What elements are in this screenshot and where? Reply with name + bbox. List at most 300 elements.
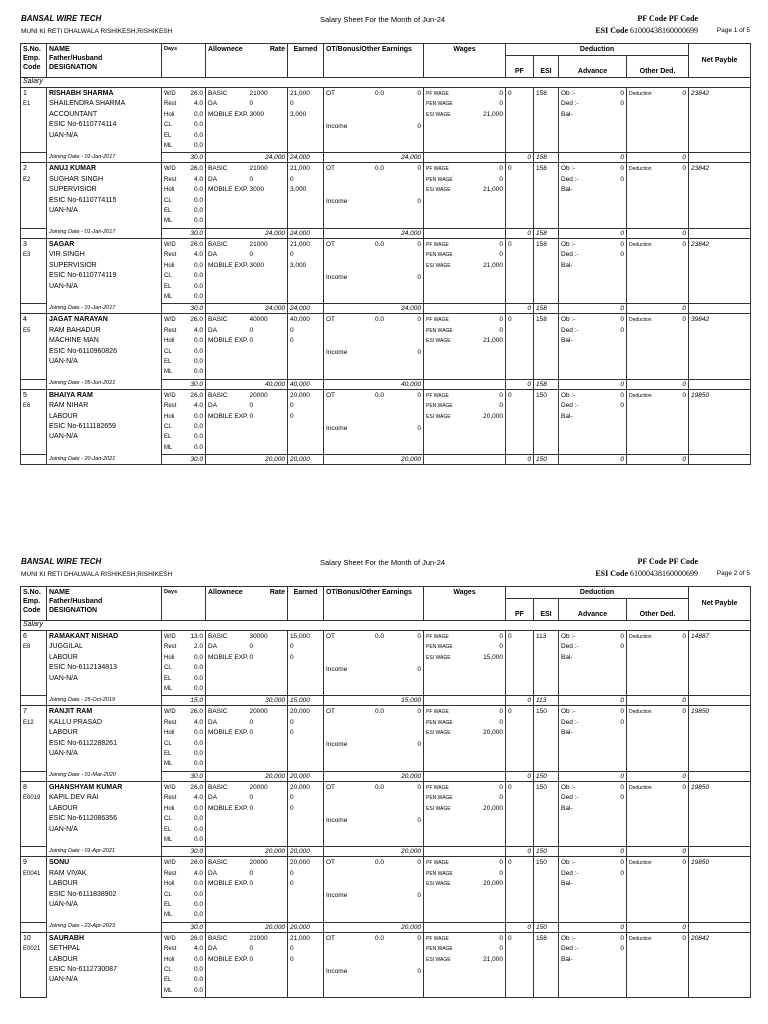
serial-number: 5 — [23, 391, 27, 399]
father-name: KALLU PRASAD — [49, 718, 102, 726]
ot-cell — [324, 706, 424, 771]
earned-value: 21,000 — [290, 240, 310, 248]
wage-value: 0 — [499, 165, 503, 173]
pf-value: 0 — [508, 934, 512, 942]
employee-code: E0041 — [23, 870, 41, 877]
uan-number: UAN-N/A — [49, 976, 78, 984]
days-cell — [162, 163, 206, 228]
earned-value: 0 — [290, 955, 294, 963]
uan-number: UAN-N/A — [49, 282, 78, 290]
bal-label: Bal- — [561, 804, 573, 812]
day-type-label: Rest — [164, 101, 177, 108]
wage-type-label: PF WAGE — [426, 634, 449, 640]
wage-type-label: PF WAGE — [426, 317, 449, 324]
wage-type-label: PEN WAGE — [426, 795, 453, 802]
ob-value: 0 — [620, 391, 624, 399]
section-row — [21, 78, 751, 88]
earned-cell — [288, 781, 324, 846]
ot-amount: 0 — [417, 859, 421, 867]
earned-value: 0 — [290, 412, 294, 420]
total-pf: 0 — [527, 772, 531, 780]
total-advance: 0 — [620, 154, 624, 162]
deduction-label: Deduction — [629, 166, 652, 173]
day-row — [164, 141, 203, 151]
allowance-row — [208, 632, 246, 642]
total-other-ded: 0 — [682, 456, 687, 464]
esi-cell — [534, 238, 559, 303]
esi-code-value: 61000438160000699 — [630, 569, 698, 578]
rate-cell — [248, 88, 288, 153]
wage-type-label: ESI WAGE — [426, 654, 451, 661]
wage-type-label: PEN WAGE — [426, 252, 453, 259]
income-label: Income — [326, 198, 348, 206]
day-type-label: ML — [164, 218, 173, 225]
employee-row — [21, 389, 751, 454]
day-row — [164, 89, 203, 99]
ot-cell — [324, 88, 424, 153]
net-payable-value: 39842 — [691, 316, 710, 324]
wage-row — [426, 632, 503, 642]
total-ot: 20,000 — [401, 456, 421, 464]
bal-label: Bal- — [561, 653, 573, 661]
other-ded-value: 0 — [682, 316, 687, 324]
esi-value: 113 — [536, 633, 547, 640]
allowance-label: BASIC — [208, 633, 228, 640]
other-ded-cell — [627, 857, 689, 922]
ob-label: Ob :- — [561, 633, 576, 640]
wage-row — [426, 164, 503, 174]
wages-cell — [424, 389, 506, 454]
rate-value: 0 — [249, 955, 254, 963]
net-payable-cell — [689, 314, 751, 379]
day-value: 0.0 — [193, 337, 203, 345]
day-row — [164, 315, 203, 325]
day-value: 2.0 — [193, 643, 203, 651]
day-type-label: EL — [164, 751, 172, 758]
ob-value: 0 — [620, 859, 624, 867]
ot-label: OT — [326, 708, 336, 716]
day-type-label: Holi — [164, 413, 175, 420]
rate-cell — [248, 163, 288, 228]
allowance-label: DA — [208, 251, 218, 259]
day-type-label: W/D — [164, 784, 176, 791]
allowance-row — [208, 879, 249, 889]
pf-value: 0 — [508, 859, 512, 867]
allowance-label: MOBILE EXP. — [208, 186, 249, 194]
wage-type-label: PF WAGE — [426, 935, 449, 942]
rate-value: 0 — [249, 869, 254, 877]
advance-cell — [559, 238, 627, 303]
day-value: 0.0 — [193, 121, 203, 129]
allowance-row — [208, 804, 249, 814]
other-ded-value: 0 — [682, 859, 687, 867]
esic-number: ESIC No-6110774114 — [49, 121, 117, 129]
pf-value: 0 — [508, 633, 512, 640]
total-esi: 150 — [536, 456, 547, 464]
total-rate: 20,000 — [265, 923, 285, 931]
day-value: 26.0 — [190, 708, 203, 716]
pf-cell — [506, 857, 534, 922]
esic-number: ESIC No-6110774119 — [49, 272, 117, 280]
esi-value: 158 — [536, 934, 547, 942]
employee-name: SAURABH — [49, 934, 84, 942]
day-value: 0.0 — [193, 347, 203, 355]
day-value: 0.0 — [193, 131, 203, 139]
uan-number: UAN-N/A — [49, 825, 78, 833]
day-row — [164, 934, 203, 944]
day-row — [164, 986, 203, 996]
total-other-ded: 0 — [682, 305, 687, 313]
net-payable-value: 20842 — [691, 934, 710, 942]
day-row — [164, 910, 203, 920]
total-ot: 24,000 — [401, 305, 421, 313]
joining-date: Joining Date - 20-Jan-2021 — [49, 455, 116, 462]
allowance-row — [208, 336, 249, 346]
wage-type-label: PEN WAGE — [426, 644, 453, 651]
days-cell — [162, 88, 206, 153]
earned-value: 0 — [290, 402, 294, 410]
pf-cell — [506, 631, 534, 696]
day-row — [164, 642, 203, 652]
other-ded-cell — [627, 631, 689, 696]
ded-label: Ded :- — [561, 869, 579, 877]
ob-value: 0 — [620, 90, 624, 97]
allowance-row — [208, 412, 249, 422]
day-value: 26.0 — [190, 934, 203, 942]
ded-value: 0 — [620, 945, 624, 953]
total-advance: 0 — [620, 229, 624, 237]
allowance-cell — [206, 238, 248, 303]
ob-label: Ob :- — [561, 391, 576, 399]
esic-number: ESIC No-6110960826 — [49, 347, 117, 355]
wage-type-label: PEN WAGE — [426, 101, 453, 108]
father-name: SUGHAR SINGH — [49, 175, 104, 183]
deduction-label: Deduction — [629, 392, 652, 399]
wage-type-label: PEN WAGE — [426, 946, 453, 953]
wage-row — [426, 728, 503, 738]
uan-number: UAN-N/A — [49, 357, 78, 365]
allowance-row — [208, 858, 246, 868]
allowance-label: BASIC — [208, 934, 228, 942]
employee-name: JAGAT NARAYAN — [49, 316, 108, 324]
ot-amount: 0 — [417, 708, 421, 716]
rate-cell — [248, 314, 288, 379]
ob-value: 0 — [620, 934, 624, 942]
uan-number: UAN-N/A — [49, 207, 78, 215]
income-value: 0 — [417, 349, 421, 357]
rate-value: 0 — [249, 718, 254, 726]
wage-value: 0 — [499, 869, 503, 877]
uan-number: UAN-N/A — [49, 433, 78, 441]
rate-value: 40000 — [249, 316, 268, 324]
sheet-header — [20, 553, 750, 586]
total-other-ded: 0 — [682, 154, 687, 162]
advance-cell — [559, 706, 627, 771]
day-value: 0.0 — [193, 729, 203, 737]
allowance-label: MOBILE EXP. — [208, 880, 249, 888]
ob-label: Ob :- — [561, 708, 576, 716]
day-row — [164, 890, 203, 900]
wage-row — [426, 401, 503, 411]
day-type-label: CL — [164, 273, 172, 280]
day-value: 0.0 — [193, 422, 203, 430]
total-rate: 30,000 — [265, 697, 285, 705]
allowance-row — [208, 653, 249, 663]
rate-cell — [248, 631, 288, 696]
wage-value: 21,000 — [483, 110, 503, 118]
total-advance: 0 — [620, 923, 624, 931]
day-row — [164, 336, 203, 346]
ded-label: Ded :- — [561, 945, 579, 953]
wages-cell — [424, 314, 506, 379]
designation: LABOUR — [49, 412, 78, 420]
net-payable-cell — [689, 781, 751, 846]
allowance-label: MOBILE EXP. — [208, 110, 249, 118]
day-type-label: Holi — [164, 654, 175, 661]
days-cell — [162, 932, 206, 997]
total-rate: 24,000 — [265, 229, 285, 237]
ded-value: 0 — [620, 643, 624, 651]
day-value: 0.0 — [193, 685, 203, 693]
day-row — [164, 164, 203, 174]
col-emp: Emp. — [23, 598, 41, 605]
day-type-label: Rest — [164, 946, 177, 953]
employee-name: RANJIT RAM — [49, 708, 93, 716]
ot-amount: 0 — [417, 90, 421, 97]
allowance-label: DA — [208, 402, 218, 410]
employee-code: E0019 — [23, 795, 41, 802]
earned-value: 15,000 — [290, 633, 310, 640]
earned-value: 0 — [290, 653, 294, 661]
ded-value: 0 — [620, 869, 624, 877]
earned-value: 40,000 — [290, 316, 310, 324]
total-earned: 24,000 — [290, 154, 310, 162]
esi-code — [595, 569, 698, 578]
days-cell — [162, 857, 206, 922]
ot-cell — [324, 314, 424, 379]
earned-cell — [288, 932, 324, 997]
wage-row — [426, 869, 503, 879]
day-row — [164, 965, 203, 975]
ded-value: 0 — [620, 718, 624, 726]
net-payable-value: 19850 — [691, 391, 710, 399]
day-type-label: W/D — [164, 317, 176, 324]
rate-value: 0 — [249, 804, 254, 812]
allowance-row — [208, 793, 246, 803]
total-ot: 40,000 — [401, 380, 421, 388]
esi-value: 150 — [536, 391, 547, 399]
earned-cell — [288, 163, 324, 228]
wage-type-label: PEN WAGE — [426, 403, 453, 410]
allowance-row — [208, 175, 246, 185]
ob-value: 0 — [620, 165, 624, 173]
company-address: MUNI KI RETI DHALWALA RISHIKESH,RISHIKESH — [21, 28, 173, 35]
wage-type-label: PF WAGE — [426, 91, 449, 97]
employee-code: E1 — [23, 101, 31, 108]
wage-row — [426, 653, 503, 663]
day-row — [164, 391, 203, 401]
ded-value: 0 — [620, 251, 624, 259]
ob-value: 0 — [620, 633, 624, 640]
esi-cell — [534, 706, 559, 771]
bal-label: Bal- — [561, 110, 573, 118]
rate-value: 3000 — [249, 261, 264, 269]
allowance-label: MOBILE EXP. — [208, 729, 249, 737]
other-ded-value: 0 — [682, 934, 687, 942]
col-deduction: Deduction — [579, 46, 615, 53]
table-header-row — [21, 587, 751, 599]
day-value: 4.0 — [193, 100, 203, 108]
total-advance: 0 — [620, 772, 624, 780]
ot-amount: 0 — [417, 934, 421, 942]
day-type-label: Rest — [164, 176, 177, 183]
employee-total-row — [21, 228, 751, 238]
allowance-row — [208, 642, 246, 652]
pf-code: PF Code PF Code — [637, 14, 698, 23]
day-type-label: Rest — [164, 327, 177, 334]
table-header-row — [21, 44, 751, 56]
employee-total-row — [21, 847, 751, 857]
ot-label: OT — [326, 90, 336, 97]
deduction-label: Deduction — [629, 241, 652, 248]
rate-value: 0 — [249, 880, 254, 888]
employee-row — [21, 932, 751, 997]
salary-sheet-page-2 — [20, 553, 750, 998]
ob-value: 0 — [620, 708, 624, 716]
rate-value: 0 — [249, 175, 254, 183]
col-rate: Rate — [269, 589, 285, 596]
wage-row — [426, 412, 503, 422]
total-pf: 0 — [527, 848, 531, 856]
section-row — [21, 621, 751, 631]
wages-cell — [424, 163, 506, 228]
income-value: 0 — [417, 424, 421, 432]
earned-value: 20,000 — [290, 783, 310, 791]
pf-value: 0 — [508, 316, 512, 324]
deduction-label: Deduction — [629, 91, 652, 97]
total-pf: 0 — [527, 229, 531, 237]
wage-value: 0 — [499, 718, 503, 726]
bal-label: Bal- — [561, 729, 573, 737]
ob-label: Ob :- — [561, 859, 576, 867]
wage-value: 0 — [499, 391, 503, 399]
employee-row — [21, 314, 751, 379]
ded-value: 0 — [620, 794, 624, 802]
joining-date: Joining Date - 01-Jan-2017 — [49, 229, 116, 236]
allowance-row — [208, 401, 246, 411]
salary-table — [20, 43, 751, 465]
total-earned: 24,000 — [290, 305, 310, 313]
joining-date: Joining Date - 01-Jan-2017 — [49, 304, 116, 311]
wage-type-label: PF WAGE — [426, 784, 449, 791]
earned-value: 0 — [290, 794, 294, 802]
day-row — [164, 196, 203, 206]
allowance-label: BASIC — [208, 708, 228, 716]
total-days: 30.0 — [190, 772, 203, 780]
total-esi: 158 — [536, 380, 547, 388]
ob-value: 0 — [620, 240, 624, 248]
day-type-label: Rest — [164, 252, 177, 259]
deduction-label: Deduction — [629, 935, 652, 942]
day-type-label: Holi — [164, 187, 175, 194]
net-payable-cell — [689, 932, 751, 997]
income-label: Income — [326, 967, 348, 975]
earned-value: 0 — [290, 100, 294, 108]
day-type-label: Rest — [164, 870, 177, 877]
day-value: 0.0 — [193, 976, 203, 984]
ob-label: Ob :- — [561, 783, 576, 791]
wages-cell — [424, 781, 506, 846]
wage-value: 20,000 — [483, 804, 503, 812]
days-cell — [162, 389, 206, 454]
allowance-cell — [206, 314, 248, 379]
wage-row — [426, 99, 503, 109]
day-row — [164, 271, 203, 281]
day-row — [164, 216, 203, 226]
ded-label: Ded :- — [561, 100, 579, 108]
income-label: Income — [326, 741, 348, 749]
col-days: Days — [164, 46, 178, 52]
day-row — [164, 422, 203, 432]
serial-number: 3 — [23, 240, 27, 248]
wage-row — [426, 391, 503, 401]
wage-row — [426, 336, 503, 346]
total-rate: 20,000 — [265, 456, 285, 464]
day-value: 0.0 — [193, 750, 203, 758]
day-type-label: Holi — [164, 730, 175, 737]
bal-label: Bal- — [561, 261, 573, 269]
ob-label: Ob :- — [561, 90, 576, 97]
day-type-label: Rest — [164, 403, 177, 410]
col-designation: DESIGNATION — [49, 64, 98, 71]
day-type-label: W/D — [164, 709, 176, 716]
day-row — [164, 944, 203, 954]
allowance-label: DA — [208, 175, 218, 183]
day-row — [164, 804, 203, 814]
esi-value: 150 — [536, 708, 547, 716]
wage-row — [426, 858, 503, 868]
day-row — [164, 728, 203, 738]
total-earned: 20,000 — [290, 456, 310, 464]
esi-code — [595, 26, 698, 35]
earned-value: 21,000 — [290, 934, 310, 942]
day-row — [164, 110, 203, 120]
uan-number: UAN-N/A — [49, 674, 78, 682]
day-type-label: EL — [164, 358, 172, 365]
col-allowance: Allownece — [208, 46, 243, 53]
total-pf: 0 — [527, 154, 531, 162]
wage-type-label: PEN WAGE — [426, 327, 453, 334]
allowance-row — [208, 89, 246, 99]
other-ded-value: 0 — [682, 165, 687, 173]
serial-number: 10 — [23, 934, 31, 942]
day-row — [164, 825, 203, 835]
wage-row — [426, 793, 503, 803]
day-row — [164, 240, 203, 250]
bal-label: Bal- — [561, 880, 573, 888]
net-payable-value: 23842 — [691, 240, 710, 248]
total-other-ded: 0 — [682, 848, 687, 856]
sheet-title: Salary Sheet For the Month of Jun-24 — [320, 15, 446, 24]
col-advance: Advance — [577, 68, 608, 75]
day-type-label: CL — [164, 122, 172, 129]
wage-type-label: ESI WAGE — [426, 956, 451, 963]
allowance-row — [208, 240, 246, 250]
allowance-label: BASIC — [208, 859, 228, 867]
total-advance: 0 — [620, 848, 624, 856]
ob-label: Ob :- — [561, 165, 576, 173]
employee-code: E2 — [23, 176, 31, 183]
